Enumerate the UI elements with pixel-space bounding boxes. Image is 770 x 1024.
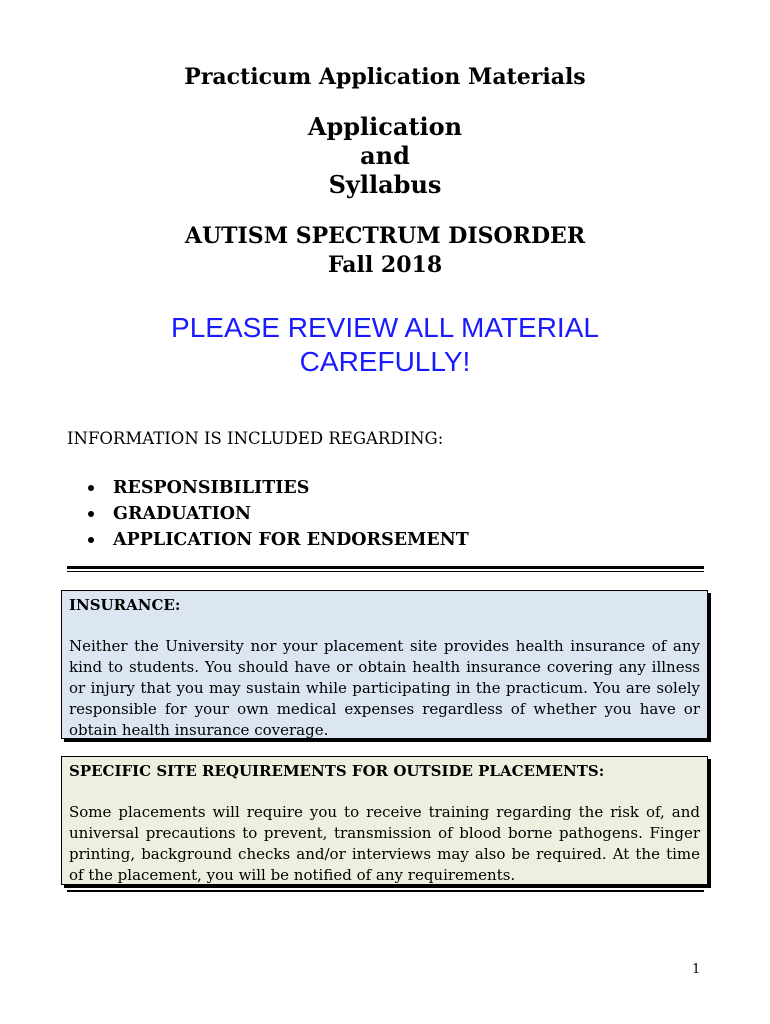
section-divider (67, 571, 704, 572)
program-term: Fall 2018 (327, 252, 443, 278)
site-requirements-box (61, 756, 708, 885)
document-title: Practicum Application Materials (184, 64, 586, 90)
site-requirements-heading: SPECIFIC SITE REQUIREMENTS FOR OUTSIDE PLACEMENTS: (69, 762, 605, 780)
section-divider (67, 566, 704, 569)
subtitle-line: Syllabus (328, 170, 442, 199)
program-name: AUTISM SPECTRUM DISORDER (184, 223, 586, 249)
subtitle-line: Application (307, 112, 463, 141)
review-notice-line: PLEASE REVIEW ALL MATERIAL (171, 312, 599, 343)
bullet-icon (88, 511, 94, 517)
subtitle-line: and (360, 141, 410, 170)
review-notice-line: CAREFULLY! (299, 346, 471, 377)
insurance-body: Neither the University nor your placement site provides health insurance of any kind to students. You should have or obtain health insurance covering any illness or injury that you may sustain while participating in the practicum. You are solely responsible for your own medical expenses regardless of whether you have or obtain health insurance coverage. (69, 637, 700, 739)
list-item-label: APPLICATION FOR ENDORSEMENT (113, 530, 469, 550)
program-block (0, 222, 770, 280)
info-list (88, 475, 469, 553)
list-item-label: RESPONSIBILITIES (113, 478, 310, 498)
review-notice (0, 311, 770, 379)
insurance-box (61, 590, 708, 739)
bullet-icon (88, 537, 94, 543)
subtitle-block (0, 112, 770, 199)
bullet-icon (88, 485, 94, 491)
list-item-label: GRADUATION (113, 504, 252, 524)
section-divider (67, 890, 704, 892)
insurance-heading: INSURANCE: (69, 596, 181, 614)
page-number: 1 (692, 962, 701, 977)
list-item (88, 501, 469, 527)
info-heading: INFORMATION IS INCLUDED REGARDING: (67, 429, 444, 448)
list-item (88, 527, 469, 553)
site-requirements-body: Some placements will require you to receive training regarding the risk of, and universal precautions to prevent, transmission of blood borne pathogens. Finger printing, background checks and/or interviews may also be required. At the time of the placement, you will be notified of any requirements. (69, 803, 700, 884)
list-item (88, 475, 469, 501)
